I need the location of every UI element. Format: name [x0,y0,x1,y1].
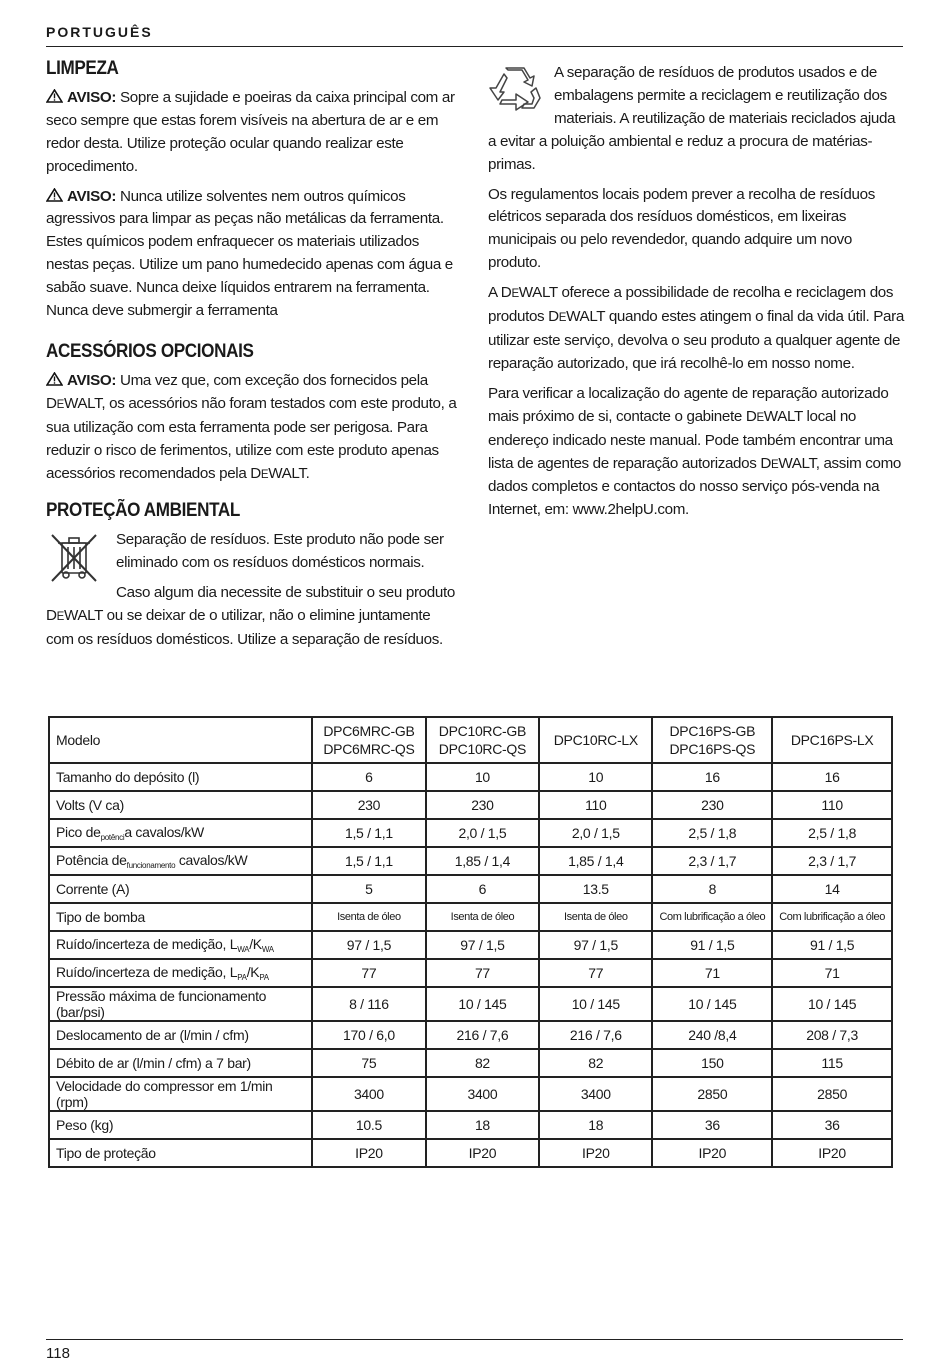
protecao-paragraph-2 [46,582,461,652]
acessorios-title: ACESSÓRIOS OPCIONAIS [46,340,254,362]
warning-triangle-icon [46,89,63,103]
table-cell: 97 / 1,5 [426,931,539,959]
table-row [49,931,892,959]
label-subscript: funcionamento [126,861,176,870]
table-row [49,847,892,875]
table-cell: 3400 [426,1077,539,1111]
table-cell: 216 / 7,6 [426,1021,539,1049]
label-subscript: PA [259,973,269,982]
warning-text: Nunca utilize solventes nem outros químicos agressivos para limpar as peças não metálicas da ferramenta. Estes químicos podem enfraquecer os materiais utilizados nestas peças. Utilize um pano humedecido apenas com água e sabão suave. Nunca deixe líquidos entrarem na ferramenta. Nunca deve submergir a ferramenta [46,187,453,320]
brand-small-cap: E [770,458,779,471]
paragraph-text-part: A D [488,284,512,302]
table-row [49,903,892,931]
label-text-part: /K [249,936,262,952]
page-number: 118 [46,1345,70,1362]
table-cell: IP20 [312,1139,426,1167]
table-cell: 77 [426,959,539,987]
brand-small-cap: E [756,411,764,424]
table-cell: 2,3 / 1,7 [652,847,772,875]
table-cell: 6 [312,763,426,791]
table-header-row [49,717,892,763]
table-cell: 110 [539,791,652,819]
specifications-table [48,716,893,1168]
row-label-cell: Pressão máxima de funcionamento (bar/psi) [49,987,312,1021]
row-label-cell: Deslocamento de ar (l/min / cfm) [49,1021,312,1049]
table-cell: 16 [772,763,892,791]
label-subscript: WA [261,945,274,954]
model-header-cell [312,717,426,763]
table-cell: 230 [312,791,426,819]
table-cell: 1,5 / 1,1 [312,847,426,875]
model-name: DPC6MRC-QS [323,741,415,757]
row-label-cell: Velocidade do compressor em 1/min (rpm) [49,1077,312,1111]
model-header-cell [652,717,772,763]
paragraph-text-part: WALT quando estes atingem o final da vida útil. Para utilizar este serviço, devolva o seu produto a qualquer agente de reparação autorizado, que irá recolhê-lo em nosso nome. [488,308,904,372]
table-cell: 150 [652,1049,772,1077]
table-cell: 36 [772,1111,892,1139]
table-cell: 10 [539,763,652,791]
table-cell: 230 [426,791,539,819]
table-cell: 10 / 145 [426,987,539,1021]
table-cell: 18 [426,1111,539,1139]
recycling-paragraph-3 [488,282,906,376]
table-cell: 82 [426,1049,539,1077]
right-column [488,62,906,529]
table-cell: 1,85 / 1,4 [426,847,539,875]
limpeza-warning-1 [46,87,461,179]
crossed-bin-icon [48,531,100,585]
section-language-header: PORTUGUÊS [46,24,153,40]
table-cell: 230 [652,791,772,819]
protecao-title: PROTEÇÃO AMBIENTAL [46,500,240,522]
table-row [49,959,892,987]
label-text-part: Pico de [56,824,101,840]
table-cell: 82 [539,1049,652,1077]
table-cell: 10 / 145 [539,987,652,1021]
warning-triangle-icon [46,188,63,202]
warning-text-part: WALT. [268,464,310,482]
table-cell: 2,0 / 1,5 [539,819,652,847]
table-cell: 2,3 / 1,7 [772,847,892,875]
table-row [49,1049,892,1077]
model-name: DPC16PS-LX [790,732,874,748]
table-cell: Isenta de óleo [426,903,539,931]
recycling-paragraph-2: Os regulamentos locais podem prever a recolha de resíduos elétricos separada dos resíduos domésticos, em lixeiras municipais ou pelo revendedor, quando adquire um novo produto. [488,185,875,272]
brand-small-cap: E [511,288,519,301]
paragraph-text-part: Para verificar a localização do agente de reparação autorizado mais próximo de si, contacte o gabinete D [488,384,889,425]
header-label-cell: Modelo [49,717,312,763]
left-column [46,58,461,659]
table-cell: 1,5 / 1,1 [312,819,426,847]
table-cell: 10 [426,763,539,791]
warning-text: Sopre a sujidade e poeiras da caixa principal com ar seco sempre que estas forem visíveis na abertura de ar e em redor desta. Utilize proteção ocular quando realizar este procedimento. [46,88,455,175]
model-name: DPC10RC-GB [438,723,527,739]
paragraph-text-part: WALT oferece a possibilidade de recolha e reciclagem dos produtos D [488,284,894,326]
warning-text-part: Uma vez que, com exceção dos fornecidos pela D [46,371,428,412]
table-cell: Isenta de óleo [312,903,426,931]
table-cell: Com lubrificação a óleo [772,903,892,931]
table-cell: 216 / 7,6 [539,1021,652,1049]
table-row [49,1021,892,1049]
paragraph-text-part: Caso algum dia necessite de substituir o seu produto D [46,584,455,625]
table-cell: 2,5 / 1,8 [772,819,892,847]
row-label-cell: Tamanho do depósito (l) [49,763,312,791]
table-cell: 77 [539,959,652,987]
table-cell: 3400 [539,1077,652,1111]
model-name: DPC6MRC-GB [323,723,415,739]
warning-label: AVISO: [67,187,117,205]
limpeza-warning-2 [46,186,461,323]
brand-small-cap: E [56,611,64,624]
table-cell: 10 / 145 [772,987,892,1021]
table-cell: IP20 [426,1139,539,1167]
table-cell: 91 / 1,5 [772,931,892,959]
table-cell: 5 [312,875,426,903]
table-cell: 13.5 [539,875,652,903]
row-label-cell: Peso (kg) [49,1111,312,1139]
table-cell: 91 / 1,5 [652,931,772,959]
table-row [49,819,892,847]
paragraph-text-part: WALT local no endereço indicado neste manual. Pode também encontrar uma lista de agentes de reparação autorizados D [488,407,893,472]
table-cell: 240 /8,4 [652,1021,772,1049]
model-name: DPC10RC-LX [553,732,638,748]
footer-divider [46,1339,903,1340]
table-cell: 77 [312,959,426,987]
brand-small-cap: E [558,312,567,325]
table-cell: 36 [652,1111,772,1139]
table-cell: 10 / 145 [652,987,772,1021]
recycling-paragraph-1: A separação de resíduos de produtos usados e de embalagens permite a reciclagem e reutilização dos materiais. A reutilização de materiais reciclados ajuda a evitar a poluição ambiental e reduz a procura de matérias-primas. [488,64,896,173]
table-cell: 10.5 [312,1111,426,1139]
table-cell: 2,5 / 1,8 [652,819,772,847]
table-cell: Com lubrificação a óleo [652,903,772,931]
recycle-icon [488,64,542,114]
table-cell: 2,0 / 1,5 [426,819,539,847]
table-cell: 71 [652,959,772,987]
row-label-cell: Débito de ar (l/min / cfm) a 7 bar) [49,1049,312,1077]
label-subscript: WA [237,945,250,954]
row-label-cell [49,931,312,959]
table-cell: 110 [772,791,892,819]
table-cell: 8 / 116 [312,987,426,1021]
table-cell: 71 [772,959,892,987]
table-cell: 170 / 6,0 [312,1021,426,1049]
header-divider [46,46,903,47]
table-cell: IP20 [772,1139,892,1167]
model-header-cell [539,717,652,763]
warning-text-part: WALT, os acessórios não foram testados com este produto, a sua utilização com esta ferramenta pode ser perigosa. Para reduzir o risco de ferimentos, utilize com este produto apenas acessórios recomendados pela D [46,394,457,482]
label-subscript: PA [237,973,247,982]
table-cell: 2850 [772,1077,892,1111]
recycling-paragraph-4 [488,383,906,522]
table-cell: 97 / 1,5 [312,931,426,959]
label-text-part: cavalos/kW [175,852,248,868]
table-cell: 16 [652,763,772,791]
table-cell: 97 / 1,5 [539,931,652,959]
label-text-part: Potência de [56,852,127,868]
model-name: DPC16PS-GB [669,723,756,739]
model-header-cell [426,717,539,763]
brand-small-cap: E [260,468,269,481]
model-header-cell [772,717,892,763]
protecao-paragraph-1: Separação de resíduos. Este produto não pode ser eliminado com os resíduos domésticos normais. [116,531,444,572]
table-cell: IP20 [652,1139,772,1167]
warning-label: AVISO: [67,88,117,106]
table-cell: 8 [652,875,772,903]
table-row [49,1139,892,1167]
table-cell: 1,85 / 1,4 [539,847,652,875]
row-label-cell: Volts (V ca) [49,791,312,819]
table-cell: 18 [539,1111,652,1139]
table-cell: 115 [772,1049,892,1077]
paragraph-text-part: WALT ou se deixar de o utilizar, não o elimine juntamente com os resíduos domésticos. Utilize a separação de resíduos. [46,607,443,648]
table-row [49,987,892,1021]
label-text-part: Ruído/incerteza de medição, L [56,936,238,952]
table-cell: 208 / 7,3 [772,1021,892,1049]
warning-triangle-icon [46,372,63,386]
row-label-cell: Corrente (A) [49,875,312,903]
table-row [49,1077,892,1111]
row-label-cell [49,847,312,875]
row-label-cell [49,819,312,847]
table-cell: 6 [426,875,539,903]
paragraph-text-part: WALT, assim como dados completos e contactos do nosso serviço pós-venda na Internet, em: www.2helpU.com. [488,454,901,519]
table-cell: 75 [312,1049,426,1077]
warning-label: AVISO: [67,371,117,389]
label-text-part: a cavalos/kW [124,824,204,840]
table-cell: 3400 [312,1077,426,1111]
table-cell: 14 [772,875,892,903]
table-row [49,791,892,819]
model-name: DPC16PS-QS [669,741,756,757]
label-subscript: potênci [100,833,125,842]
brand-small-cap: E [56,398,64,411]
table-row [49,1111,892,1139]
table-cell: IP20 [539,1139,652,1167]
row-label-cell: Tipo de proteção [49,1139,312,1167]
limpeza-title: LIMPEZA [46,58,119,79]
table-row [49,875,892,903]
row-label-cell [49,959,312,987]
acessorios-warning [46,370,461,487]
table-row [49,763,892,791]
model-name: DPC10RC-QS [438,741,527,757]
row-label-cell: Tipo de bomba [49,903,312,931]
table-cell: 2850 [652,1077,772,1111]
table-cell: Isenta de óleo [539,903,652,931]
label-text-part: Ruído/incerteza de medição, L [56,964,238,980]
label-text-part: /K [246,964,260,980]
